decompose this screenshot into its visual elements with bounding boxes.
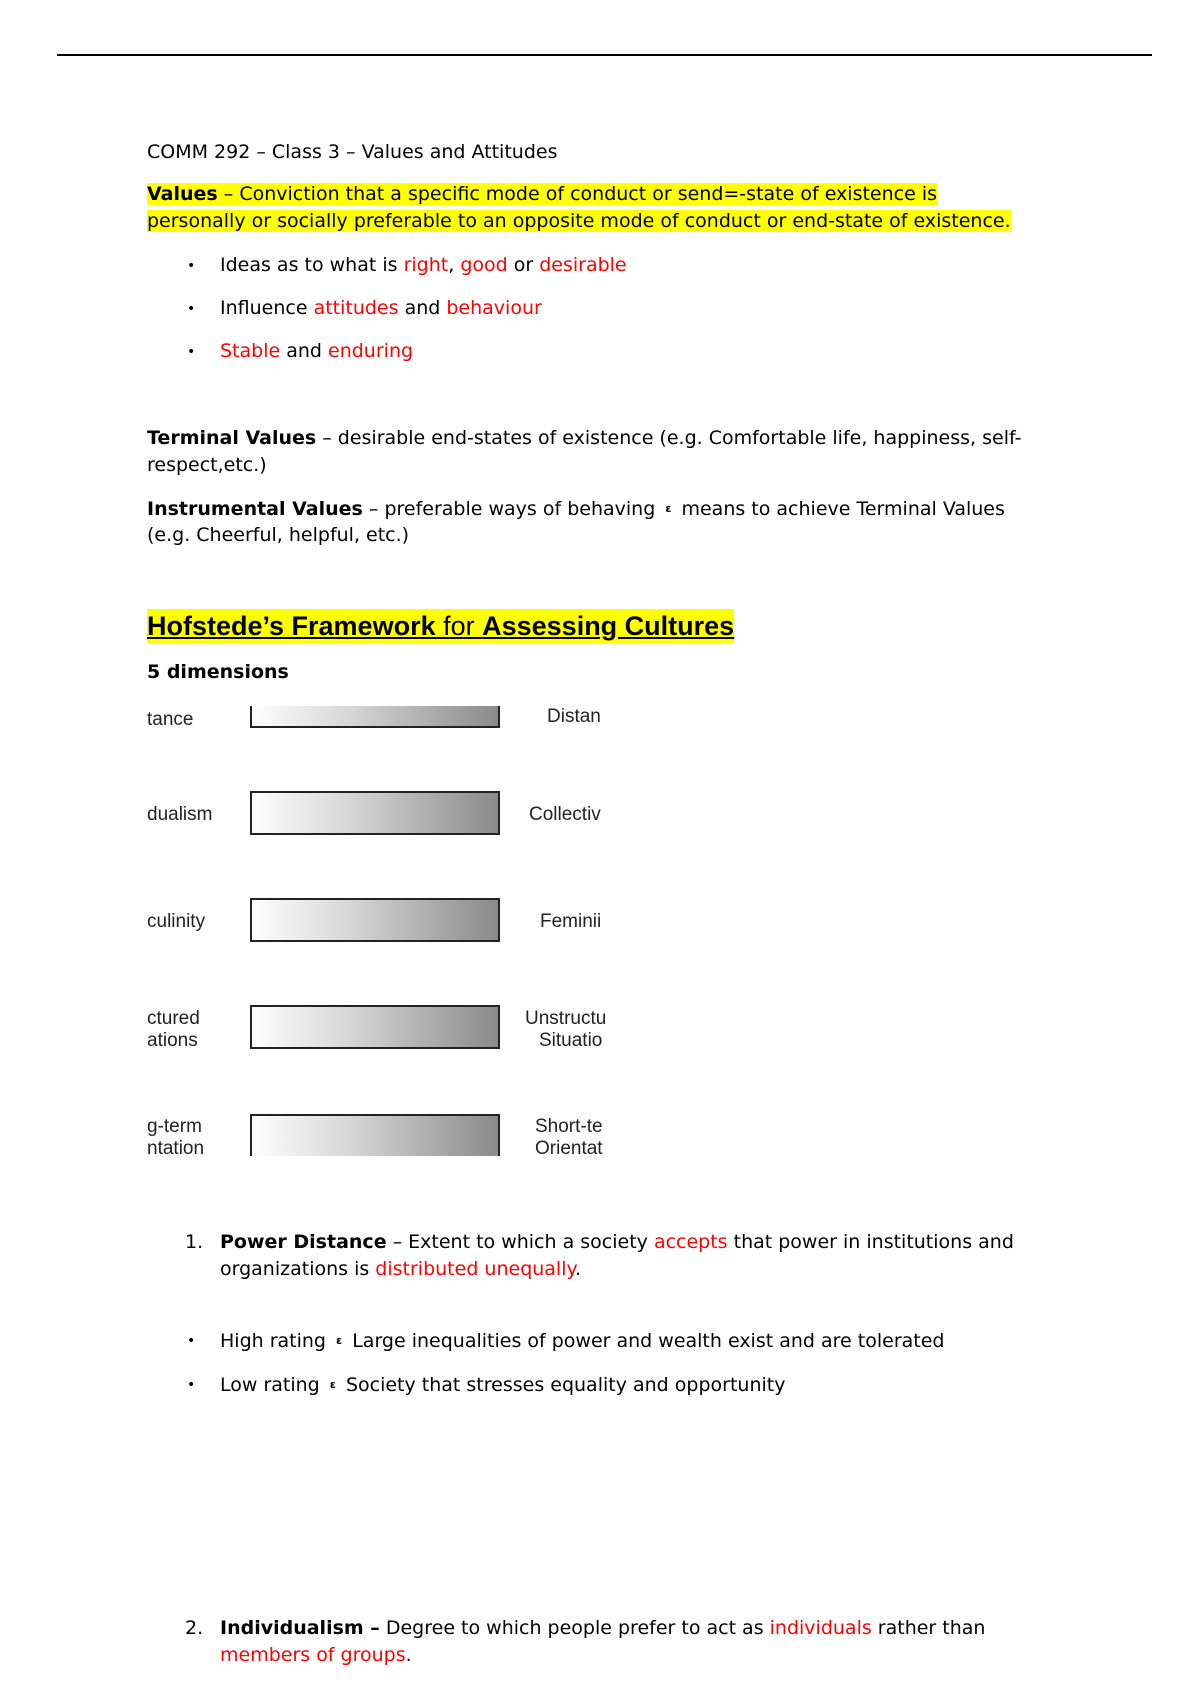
list-number: 1.: [185, 1231, 204, 1253]
power-distance-line1: Power Distance – Extent to which a society accepts that power in institutions and: [220, 1231, 1014, 1253]
bullet-glyph: •: [187, 1333, 196, 1349]
dimension-bar: [250, 898, 500, 942]
individualism-term: Individualism –: [220, 1617, 380, 1639]
instrumental-values-line2: (e.g. Cheerful, helpful, etc.): [147, 524, 410, 546]
figure-right-label: Orientat: [535, 1138, 603, 1156]
arrow-icon: ε: [336, 1334, 343, 1347]
terminal-values-term: Terminal Values: [147, 427, 317, 449]
values-term: Values: [147, 183, 218, 205]
figure-right-label: Short-te: [535, 1116, 603, 1137]
figure-left-label: ntation: [147, 1138, 205, 1156]
figure-left-label: ctured: [147, 1008, 200, 1029]
values-bullet-3: Stable and enduring: [220, 340, 414, 362]
figure-left-label: dualism: [147, 804, 213, 825]
hofstede-dimensions-figure: [147, 706, 617, 1156]
dimension-bar: [250, 791, 500, 835]
figure-left-label: tance: [147, 709, 194, 730]
hofstede-heading: Hofstede’s Framework for Assessing Cultures: [147, 611, 735, 641]
figure-right-label: Feminii: [540, 911, 602, 932]
bullet-glyph: •: [187, 258, 196, 274]
individualism-line1: Individualism – Degree to which people prefer to act as individuals rather than: [220, 1617, 986, 1639]
figure-right-label: Situatio: [539, 1030, 603, 1051]
dimension-bar: [250, 706, 500, 728]
figure-right-label: Distan: [547, 706, 601, 727]
power-distance-bullet-1: High rating ε Large inequalities of power and wealth exist and are tolerated: [220, 1330, 945, 1352]
dimension-bar: [250, 1114, 500, 1156]
figure-right-label: Collectiv: [529, 804, 601, 825]
bullet-glyph: •: [187, 301, 196, 317]
instrumental-values-line1: Instrumental Values – preferable ways of behaving ε means to achieve Terminal Values: [147, 498, 1005, 520]
figure-left-label: g-term: [147, 1116, 202, 1137]
power-distance-bullet-2: Low rating ε Society that stresses equality and opportunity: [220, 1374, 786, 1396]
list-number: 2.: [185, 1617, 204, 1639]
arrow-icon: ε: [665, 502, 672, 515]
values-definition-line2: personally or socially preferable to an opposite mode of conduct or end-state of existence.: [147, 210, 1011, 232]
bullet-glyph: •: [187, 344, 196, 360]
figure-right-label: Unstructu: [525, 1008, 607, 1029]
arrow-icon: ε: [329, 1378, 336, 1391]
dimensions-subtitle: 5 dimensions: [147, 661, 289, 683]
terminal-values-line1: Terminal Values – desirable end-states of existence (e.g. Comfortable life, happiness, self-: [147, 427, 1022, 449]
instrumental-values-term: Instrumental Values: [147, 498, 363, 520]
individualism-line2: members of groups.: [220, 1644, 412, 1666]
power-distance-term: Power Distance: [220, 1231, 387, 1253]
values-definition-line1: Values – Conviction that a specific mode of conduct or send=-state of existence is: [147, 183, 938, 205]
figure-left-label: ations: [147, 1030, 198, 1051]
power-distance-line2: organizations is distributed unequally.: [220, 1258, 582, 1280]
values-bullet-1: Ideas as to what is right, good or desirable: [220, 254, 627, 276]
figure-left-label: culinity: [147, 911, 206, 932]
terminal-values-line2: respect,etc.): [147, 454, 267, 476]
bullet-glyph: •: [187, 1377, 196, 1393]
header-rule: [57, 54, 1152, 56]
values-bullet-2: Influence attitudes and behaviour: [220, 297, 542, 319]
page-title: COMM 292 – Class 3 – Values and Attitudes: [147, 141, 558, 163]
dimension-bar: [250, 1005, 500, 1049]
